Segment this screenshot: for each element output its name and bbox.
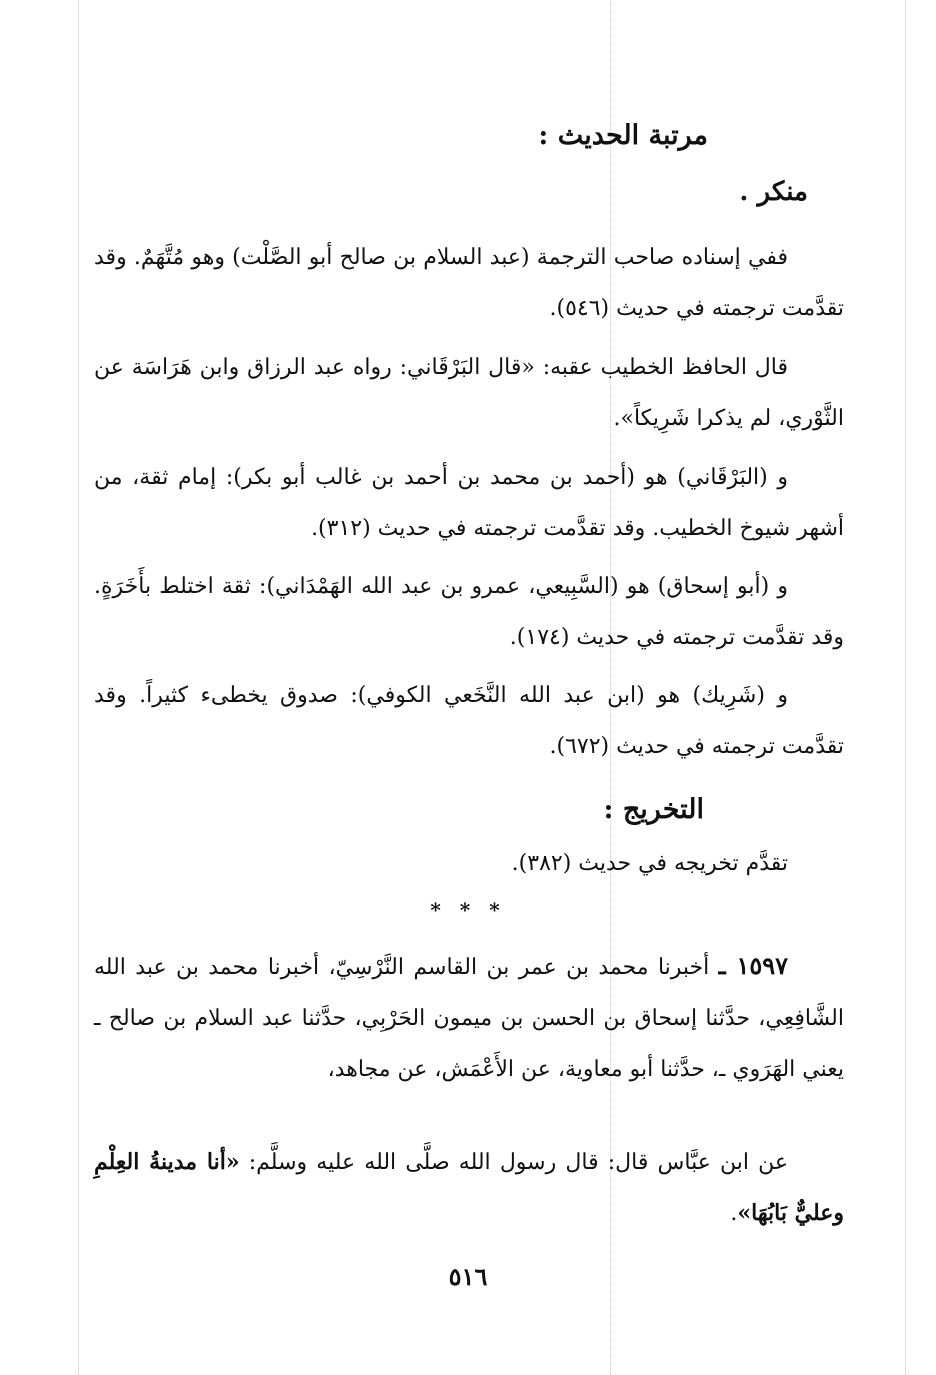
paragraph-barqani-text: و (البَرْقَاني) هو (أحمد بن محمد بن أحمد بن غالب أبو بكر): إمام ثقة، من أشهر شيوخ الخطيب. وقد تقدَّمت ترجمته في حديث (٣١٢).: [94, 465, 844, 541]
paragraph-khatib-text: قال الحافظ الخطيب عقبه: «قال البَرْقَاني: رواه عبد الرزاق وابن هَرَاسَة عن الثَّوْري، لم يذكرا شَرِيكاً».: [94, 355, 844, 431]
hadith-number: ١٥٩٧ ـ: [718, 951, 788, 980]
paragraph-abu-ishaq-text: و (أبو إسحاق) هو (السَّبِيعي، عمرو بن عبد الله الهَمْدَاني): ثقة اختلط بأَخَرَةٍ. وقد تقدَّمت ترجمته في حديث (١٧٤).: [94, 574, 844, 650]
hadith-matn-text: «أنا مدينةُ العِلْمِ وعليٌّ بَابُهَا»: [94, 1149, 844, 1226]
paragraph-sharik-note: [94, 670, 844, 772]
hadith-matn-paragraph: [94, 1137, 844, 1239]
paragraph-isnad-note: [94, 232, 844, 334]
scan-margin-line: [78, 0, 79, 1375]
rank-value: منكر .: [739, 177, 808, 207]
paragraph-takhrij: [94, 838, 844, 889]
section-separator: * * *: [430, 898, 506, 922]
takhrij-text: تقدَّم تخريجه في حديث (٣٨٢).: [511, 851, 788, 876]
paragraph-isnad-text: ففي إسناده صاحب الترجمة (عبد السلام بن صالح أبو الصَّلْت) وهو مُتَّهَمٌ. وقد تقدَّمت ترجمته في حديث (٥٤٦).: [94, 245, 844, 321]
scan-margin-line: [905, 0, 906, 1375]
page-number: ٥١٦: [448, 1262, 488, 1291]
heading-takhrij: التخريج :: [603, 794, 704, 825]
heading-hadith-rank: مرتبة الحديث :: [538, 120, 708, 151]
paragraph-barqani-note: [94, 452, 844, 554]
hadith-isnad-paragraph: [94, 940, 844, 1095]
hadith-isnad-text: أخبرنا محمد بن عمر بن القاسم النَّرْسِيّ، أخبرنا محمد بن عبد الله الشَّافِعِي، حدَّثنا إسحاق بن الحسن بن ميمون الحَرْبِي، حدَّثنا عبد السلام بن صالح ـ يعني الهَرَوي ـ، حدَّثنا أبو معاوية، عن الأَعْمَش، عن مجاهد،: [94, 955, 844, 1082]
paragraph-sharik-text: و (شَرِيك) هو (ابن عبد الله النَّخَعي الكوفي): صدوق يخطىء كثيراً. وقد تقدَّمت ترجمته في حديث (٦٧٢).: [94, 683, 844, 759]
paragraph-abu-ishaq-note: [94, 561, 844, 663]
hadith-matn-intro: عن ابن عبَّاس قال: قال رسول الله صلَّى الله عليه وسلَّم:: [239, 1150, 788, 1175]
hadith-matn-end: .: [730, 1201, 738, 1226]
paragraph-khatib-note: [94, 342, 844, 444]
